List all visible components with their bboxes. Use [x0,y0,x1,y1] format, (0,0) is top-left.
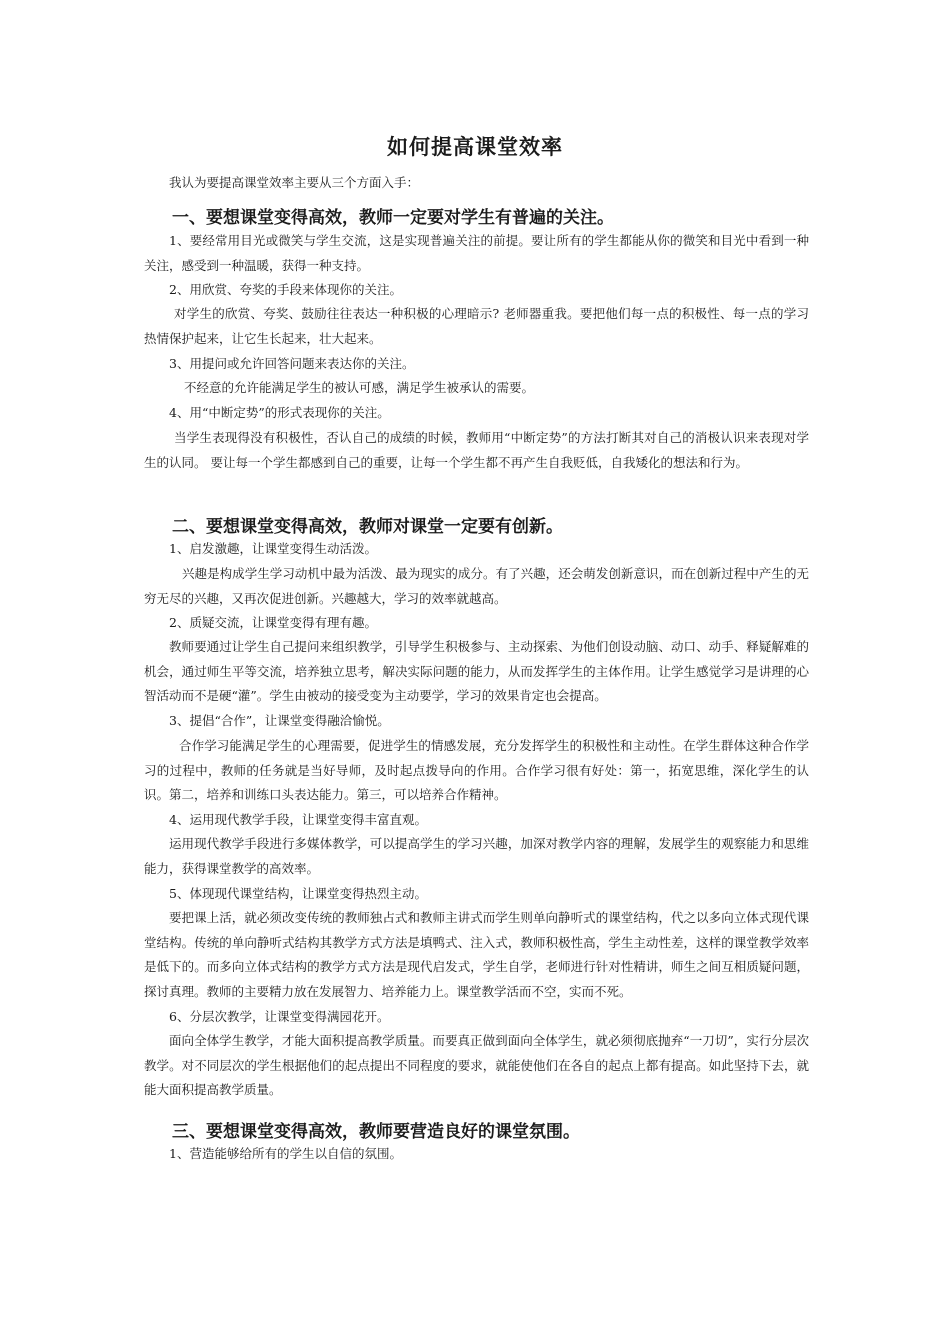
section-1-paragraph-2: 2、用欣赏、夸奖的手段来体现你的关注。 [169,282,402,297]
section-1-paragraph-5: 不经意的允许能满足学生的被认可感，满足学生被承认的需要。 [184,380,535,395]
section-2-paragraph-6: 合作学习能满足学生的心理需要，促进学生的情感发展，充分发挥学生的积极性和主动性。在学生群体这种合作学习的过程中，教师的任务就是当好导师，及时起点拨导向的作用。合作学习很有好处：第一，拓宽思维，深化学生的认识。第二，培养和训练口头表达能力。第三，可以培养合作精神。 [144,738,809,802]
section-1-paragraph-4: 3、用提问或允许回答问题来表达你的关注。 [169,356,415,371]
section-1-heading: 一、要想课堂变得高效，教师一定要对学生有普遍的关注。 [172,208,614,228]
section-2-heading: 二、要想课堂变得高效，教师对课堂一定要有创新。 [172,517,563,537]
section-2-paragraph-4: 教师要通过让学生自己提问来组织教学，引导学生积极参与、主动探索、为他们创设动脑、动口、动手、释疑解难的机会，通过师生平等交流，培养独立思考，解决实际问题的能力，从而发挥学生的主体作用。让学生感觉学习是讲理的心智活动而不是硬“灌”。学生由被动的接受变为主动要学，学习的效果肯定也会提高。 [144,639,809,703]
page-title: 如何提高课堂效率 [387,135,563,159]
section-2-paragraph-11: 6、分层次教学，让课堂变得满园花开。 [169,1009,390,1024]
section-2-paragraph-8: 运用现代教学手段进行多媒体教学，可以提高学生的学习兴趣，加深对教学内容的理解，发展学生的观察能力和思维能力，获得课堂教学的高效率。 [144,836,809,876]
section-2-paragraph-1: 1、启发激趣，让课堂变得生动活泼。 [169,541,377,556]
section-3-paragraph-1: 1、营造能够给所有的学生以自信的氛围。 [169,1146,402,1161]
section-1-paragraph-3: 对学生的欣赏、夸奖、鼓励往往表达一种积极的心理暗示? 老师器重我。要把他们每一点的积极性、每一点的学习热情保护起来，让它生长起来，壮大起来。 [144,306,809,346]
section-2-paragraph-10: 要把课上活，就必须改变传统的教师独占式和教师主讲式而学生则单向静听式的课堂结构，代之以多向立体式现代课堂结构。传统的单向静听式结构其教学方式方法是填鸭式、注入式，教师积极性高，学生主动性差，这样的课堂教学效率是低下的。而多向立体式结构的教学方式方法是现代启发式，学生自学，老师进行针对性精讲，师生之间互相质疑问题，探讨真理。教师的主要精力放在发展智力、培养能力上。课堂教学活而不空，实而不死。 [144,910,809,999]
section-2-paragraph-12: 面向全体学生教学，才能大面积提高教学质量。而要真正做到面向全体学生，就必须彻底抛弃“一刀切”，实行分层次教学。对不同层次的学生根据他们的起点提出不同程度的要求，就能使他们在各自的起点上都有提高。如此坚持下去，就能大面积提高教学质量。 [144,1033,809,1097]
section-2-paragraph-5: 3、提倡“合作”，让课堂变得融洽愉悦。 [169,713,390,728]
section-1-paragraph-6: 4、用“中断定势”的形式表现你的关注。 [169,405,390,420]
section-2-paragraph-7: 4、运用现代教学手段，让课堂变得丰富直观。 [169,812,427,827]
section-2-paragraph-3: 2、质疑交流，让课堂变得有理有趣。 [169,615,377,630]
section-3-heading: 三、要想课堂变得高效，教师要营造良好的课堂氛围。 [172,1122,580,1142]
section-2-paragraph-2: 兴趣是构成学生学习动机中最为活泼、最为现实的成分。有了兴趣，还会萌发创新意识，而在创新过程中产生的无穷无尽的兴趣，又再次促进创新。兴趣越大，学习的效率就越高。 [144,566,809,606]
section-1-paragraph-7: 当学生表现得没有积极性，否认自己的成绩的时候，教师用“中断定势”的方法打断其对自己的消极认识来表现对学生的认同。 要让每一个学生都感到自己的重要，让每一个学生都不再产生自我贬低，自我矮化的想法和行为。 [144,430,809,470]
section-2-paragraph-9: 5、体现现代课堂结构，让课堂变得热烈主动。 [169,886,427,901]
intro-paragraph: 我认为要提高课堂效率主要从三个方面入手： [169,175,420,190]
section-1-paragraph-1: 1、要经常用目光或微笑与学生交流，这是实现普遍关注的前提。要让所有的学生都能从你的微笑和目光中看到一种关注，感受到一种温暖，获得一种支持。 [144,233,809,273]
